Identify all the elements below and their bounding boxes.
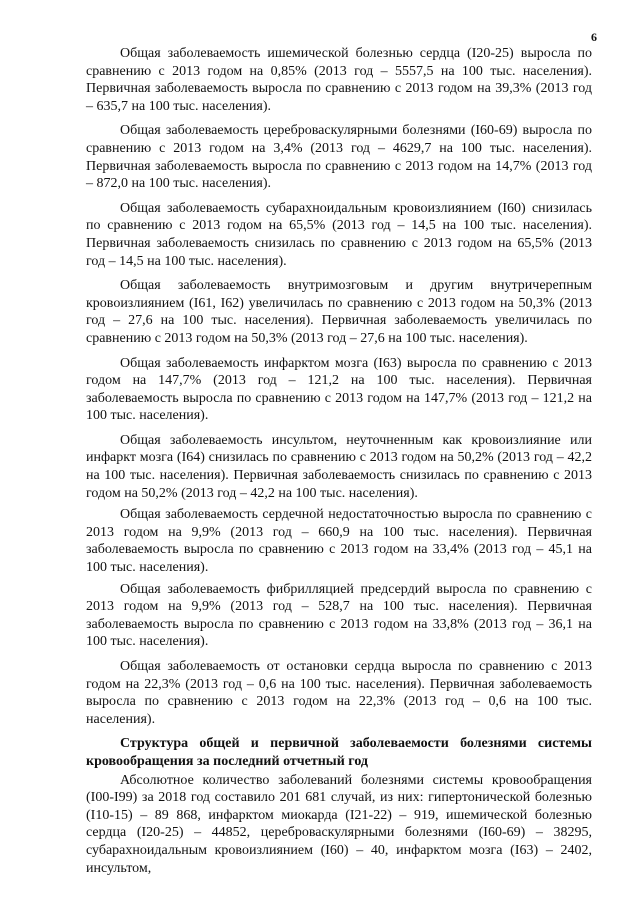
paragraph-cerebral-infarction: Общая заболеваемость инфарктом мозга (I63) выросла по сравнению с 2013 годом на 147,7% (2013 год – 121,2 на 100 тыс. населения). Первичная заболеваемость выросла по сравнению с 2013 годом на 147,7% (2013 год – 121,2 на 100 тыс. населения).	[86, 355, 592, 424]
paragraph-ischemic-heart-disease: Общая заболеваемость ишемической болезнью сердца (I20-25) выросла по сравнению с 2013 годом на 0,85% (2013 год – 5557,5 на 100 тыс. населения). Первичная заболеваемость выросла по сравнению с 2013 годом на 39,3% (2013 год – 635,7 на 100 тыс. населения).	[86, 46, 592, 114]
paragraph-heart-failure: Общая заболеваемость сердечной недостаточностью выросла по сравнению с 2013 годом на 9,9% (2013 год – 660,9 на 100 тыс. населения). Первичная заболеваемость выросла по сравнению с 2013 годом на 33,4% (2013 год – 45,1 на 100 тыс. населения).	[86, 507, 592, 576]
paragraph-absolute-count: Абсолютное количество заболеваний болезнями системы кровообращения (I00-I99) за 2018 год составило 201 681 случай, из них: гипертонической болезнью (I10-15) – 89 868, инфарктом миокарда (I21-22) – 919, ишемической болезнью сердца (I20-25) – 44852, цереброваскулярными болезнями (I60-69) – 38295, субарахноидальным кровоизлиянием (I60) – 40, инфарктом мозга (I63) – 2402, инсультом,	[86, 772, 592, 876]
paragraph-stroke-unspecified: Общая заболеваемость инсультом, неуточненным как кровоизлияние или инфаркт мозга (I64) снизилась по сравнению с 2013 годом на 50,2% (2013 год – 42,2 на 100 тыс. населения). Первичная заболеваемость снизилась по сравнению с 2013 годом на 50,2% (2013 год – 42,2 на 100 тыс. населения).	[86, 432, 592, 501]
document-body	[86, 45, 592, 884]
page-number: 6	[591, 30, 597, 44]
paragraph-atrial-fibrillation: Общая заболеваемость фибрилляцией предсердий выросла по сравнению с 2013 годом на 9,9% (2013 год – 528,7 на 100 тыс. населения). Первичная заболеваемость выросла по сравнению с 2013 годом на 33,8% (2013 год – 36,1 на 100 тыс. населения).	[86, 581, 592, 650]
paragraph-cardiac-arrest: Общая заболеваемость от остановки сердца выросла по сравнению с 2013 годом на 22,3% (2013 год – 0,6 на 100 тыс. населения). Первичная заболеваемость выросла по сравнению с 2013 годом на 22,3% (2013 год – 0,6 на 100 тыс. населения).	[86, 659, 592, 727]
paragraph-subarachnoid: Общая заболеваемость субарахноидальным кровоизлиянием (I60) снизилась по сравнению с 2013 годом на 65,5% (2013 год – 14,5 на 100 тыс. населения). Первичная заболеваемость снизилась по сравнению с 2013 годом на 65,5% (2013 год – 14,5 на 100 тыс. населения).	[86, 200, 592, 269]
paragraph-cerebrovascular: Общая заболеваемость цереброваскулярными болезнями (I60-69) выросла по сравнению с 2013 годом на 3,4% (2013 год – 4629,7 на 100 тыс. населения). Первичная заболеваемость выросла по сравнению с 2013 годом на 14,7% (2013 год – 872,0 на 100 тыс. населения).	[86, 123, 592, 192]
paragraph-intracerebral: Общая заболеваемость внутримозговым и другим внутричерепным кровоизлиянием (I61, I62) увеличилась по сравнению с 2013 годом на 50,3% (2013 год – 27,6 на 100 тыс. населения). Первичная заболеваемость увеличилась по сравнению с 2013 годом на 50,3% (2013 год – 27,6 на 100 тыс. населения).	[86, 278, 592, 346]
section-heading: Структура общей и первичной заболеваемости болезнями системы кровообращения за последний отчетный год	[86, 736, 592, 769]
